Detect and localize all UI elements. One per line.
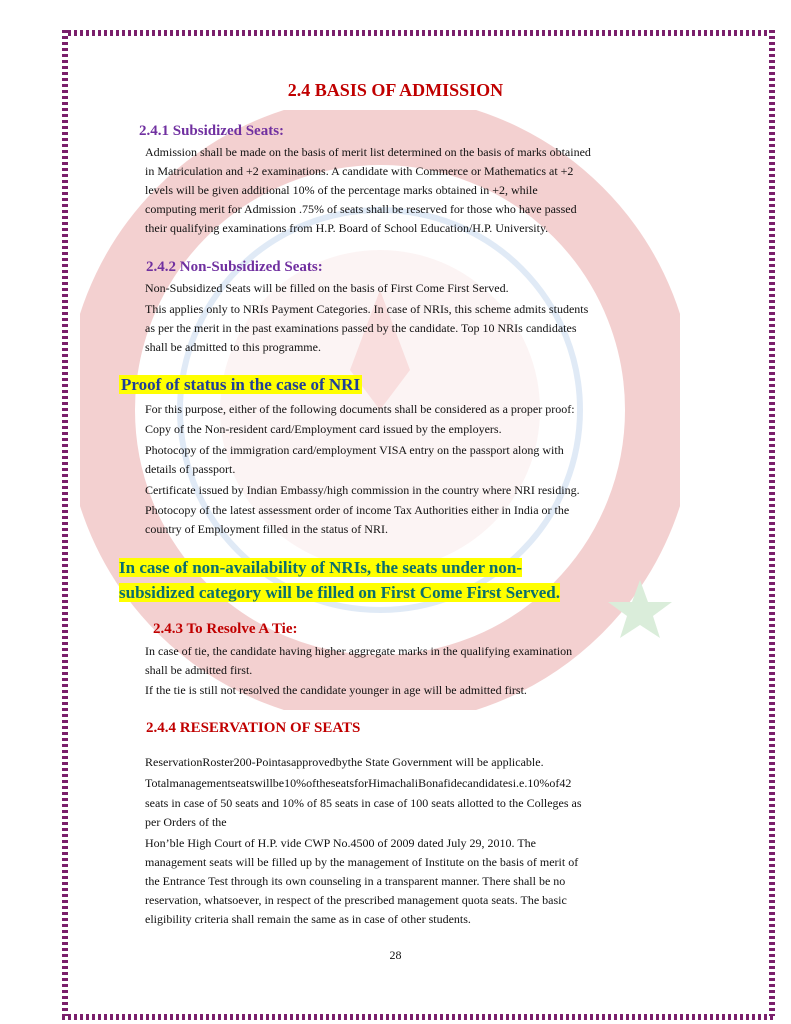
tie-line: If the tie is still not resolved the candidate younger in age will be admitted first. <box>145 683 527 697</box>
reservation-line: ReservationRoster200-Pointasapprovedbythe State Government will be applicable. <box>145 755 544 769</box>
nri-proof-heading: Proof of status in the case of NRI <box>121 375 361 394</box>
text-line: shall be admitted first. <box>145 663 253 677</box>
tie-heading: 2.4.3 To Resolve A Tie: <box>153 621 298 637</box>
tie-paragraph <box>145 642 640 680</box>
nri-notice-line: In case of non-availability of NRIs, the seats under non- <box>119 558 523 577</box>
text-line: in Matriculation and +2 examinations. A candidate with Commerce or Mathematics at +2 <box>145 164 574 178</box>
text-line: computing merit for Admission .75% of seats shall be reserved for those who have passed <box>145 202 577 216</box>
text-line: Photocopy of the immigration card/employment VISA entry on the passport along with <box>145 443 564 457</box>
page-title: 2.4 BASIS OF ADMISSION <box>287 80 504 100</box>
non-subsidized-line: Non-Subsidized Seats will be filled on the basis of First Come First Served. <box>145 281 509 295</box>
text-line: the Entrance Test through its own counseling in a transparent manner. There shall be no <box>145 874 566 888</box>
text-line: reservation, whatsoever, in respect of the prescribed management quota seats. The basic <box>145 893 567 907</box>
text-line: Photocopy of the latest assessment order of income Tax Authorities either in India or the <box>145 503 570 517</box>
text-line: seats in case of 50 seats and 10% of 85 seats in case of 100 seats allotted to the Colleges as <box>145 796 582 810</box>
text-line: details of passport. <box>145 462 236 476</box>
reservation-line: Totalmanagementseatswillbe10%oftheseatsforHimachaliBonafidecandidatesi.e.10%of42 <box>145 776 572 790</box>
text-line: country of Employment filled in the status of NRI. <box>145 522 388 536</box>
non-subsidized-paragraph <box>145 300 640 357</box>
text-line: per Orders of the <box>145 815 227 829</box>
text-line: their qualifying examinations from H.P. Board of School Education/H.P. University. <box>145 221 549 235</box>
text-line: Hon’ble High Court of H.P. vide CWP No.4500 of 2009 dated July 29, 2010. The <box>145 836 536 850</box>
nri-proof-item <box>145 441 640 479</box>
page-number: 28 <box>389 948 402 962</box>
text-line: shall be admitted to this programme. <box>145 340 321 354</box>
nri-proof-intro: For this purpose, either of the following documents shall be considered as a proper proof: <box>145 402 575 416</box>
text-line: eligibility criteria shall remain the same as in case of other students. <box>145 912 471 926</box>
non-subsidized-heading: 2.4.2 Non-Subsidized Seats: <box>146 259 323 275</box>
subsidized-paragraph <box>145 143 640 238</box>
reservation-heading: 2.4.4 RESERVATION OF SEATS <box>146 720 361 736</box>
text-line: This applies only to NRIs Payment Categories. In case of NRIs, this scheme admits students <box>145 302 589 316</box>
nri-proof-item: Certificate issued by Indian Embassy/high commission in the country where NRI residing. <box>145 483 580 497</box>
text-line: levels will be given additional 10% of the percentage marks obtained in +2, while <box>145 183 538 197</box>
subsidized-heading: 2.4.1 Subsidized Seats: <box>139 123 285 139</box>
reservation-paragraph-a <box>145 794 640 832</box>
nri-proof-item <box>145 501 640 539</box>
text-line: In case of tie, the candidate having higher aggregate marks in the qualifying examination <box>145 644 573 658</box>
reservation-paragraph-b <box>145 834 640 929</box>
nri-notice <box>119 555 679 605</box>
nri-proof-heading-wrap <box>119 375 362 395</box>
nri-proof-item: Copy of the Non-resident card/Employment card issued by the employers. <box>145 422 502 436</box>
text-line: management seats will be filled up by the management of Institute on the basis of merit of <box>145 855 579 869</box>
nri-notice-line: subsidized category will be filled on First Come First Served. <box>119 583 561 602</box>
text-line: as per the merit in the past examinations passed by the candidate. Top 10 NRIs candidates <box>145 321 577 335</box>
text-line: Admission shall be made on the basis of merit list determined on the basis of marks obtained <box>145 145 591 159</box>
